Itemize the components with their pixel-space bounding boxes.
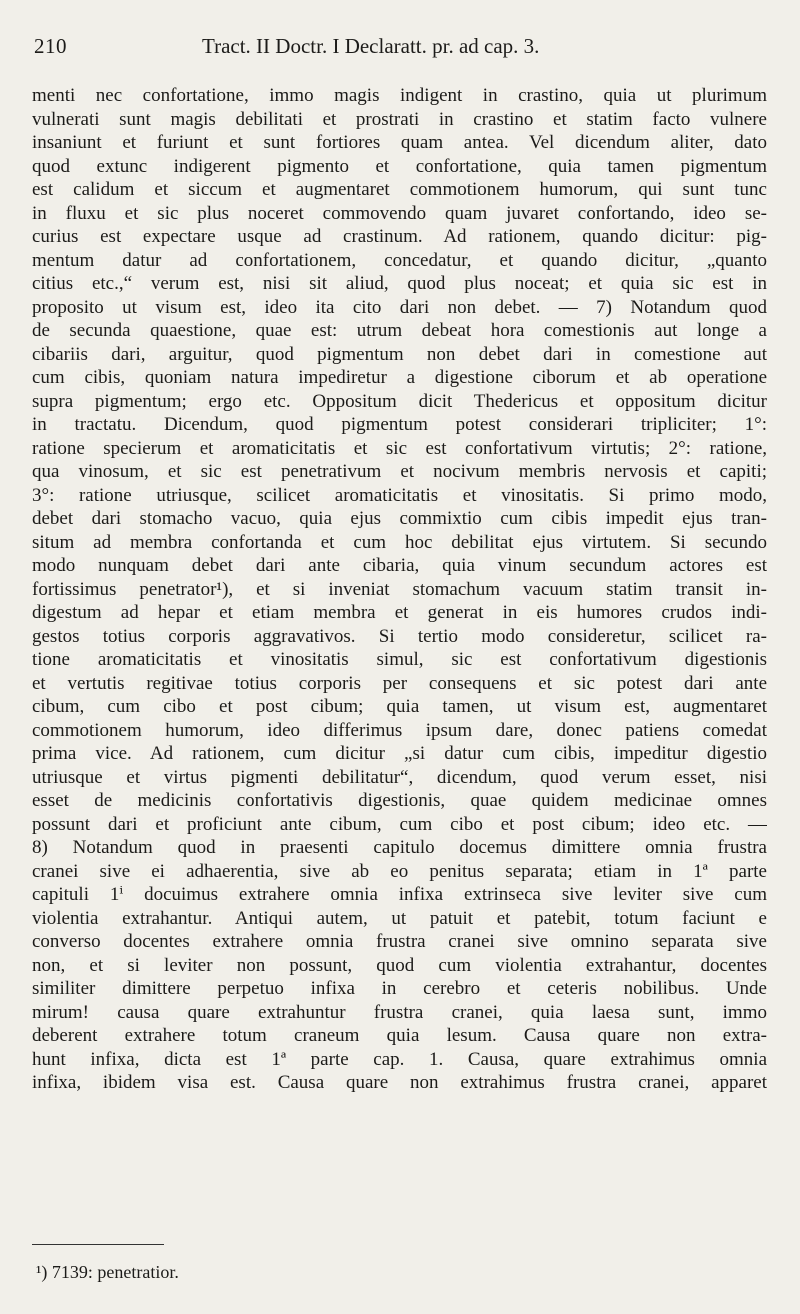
footnote: ¹) 7139: penetratior.	[36, 1262, 179, 1282]
text-line: digestum ad hepar et etiam membra et generat in eis humores crudos indi-	[32, 602, 767, 623]
text-line: quod extunc indigerent pigmento et confortatione, quia tamen pigmentum	[32, 155, 767, 177]
text-line: non, et si leviter non possunt, quod cum violentia extrahantur, docentes	[32, 954, 767, 976]
text-line: cranei sive ei adhaerentia, sive ab eo penitus separata; etiam in 1ª parte	[32, 860, 767, 882]
footnote-rule	[32, 1244, 164, 1245]
text-line: vulnerati sunt magis debilitati et prostrati in crastino et statim facto vulnere	[32, 108, 767, 130]
text-line: citius etc.,“ verum est, nisi sit aliud, quod plus noceat; et quia sic est in	[32, 273, 767, 294]
text-line: supra pigmentum; ergo etc. Oppositum dicit Thedericus et oppositum dicitur	[32, 390, 767, 412]
text-line: gestos totius corporis aggravativos. Si tertio modo consideretur, scilicet ra-	[32, 625, 767, 647]
text-line: situm ad membra confortanda et cum hoc debilitat ejus virtutem. Si secundo	[32, 531, 767, 553]
text-line: debet dari stomacho vacuo, quia ejus commixtio cum cibis impedit ejus tran-	[32, 508, 767, 529]
text-line: modo nunquam debet dari ante cibaria, quia vinum secundum actores est	[32, 555, 767, 576]
text-line: insaniunt et furiunt et sunt fortiores quam antea. Vel dicendum aliter, dato	[32, 132, 767, 153]
text-line: menti nec confortatione, immo magis indigent in crastino, quia ut plurimum	[32, 85, 767, 106]
text-line: tione aromaticitatis et vinositatis simul, sic est confortativum digestionis	[32, 649, 767, 670]
text-line: proposito ut visum est, ideo ita cito dari non debet. — 7) Notandum quod	[32, 296, 767, 318]
text-line: 8) Notandum quod in praesenti capitulo docemus dimittere omnia frustra	[32, 837, 767, 858]
text-line: capituli 1ⁱ docuimus extrahere omnia infixa extrinseca sive leviter sive cum	[32, 884, 767, 905]
text-line: in tractatu. Dicendum, quod pigmentum potest considerari tripliciter; 1°:	[32, 414, 767, 435]
text-line: mentum datur ad confortationem, concedatur, et quando dicitur, „quanto	[32, 249, 767, 271]
text-line: deberent extrahere totum craneum quia lesum. Causa quare non extra-	[32, 1025, 767, 1046]
text-line: et vertutis regitivae totius corporis per consequens et sic potest dari ante	[32, 672, 767, 694]
text-line: utriusque et virtus pigmenti debilitatur“, dicendum, quod verum esset, nisi	[32, 766, 767, 788]
text-line: cum cibis, quoniam natura impediretur a digestione ciborum et ab operatione	[32, 367, 767, 388]
text-line: mirum! causa quare extrahuntur frustra cranei, quia laesa sunt, immo	[32, 1001, 767, 1023]
page-number: 210	[34, 34, 67, 58]
text-line: hunt infixa, dicta est 1ª parte cap. 1. Causa, quare extrahimus omnia	[32, 1048, 767, 1070]
text-line: converso docentes extrahere omnia frustra cranei sive omnino separata sive	[32, 931, 767, 952]
text-line: de secunda quaestione, quae est: utrum debeat hora comestionis aut longe a	[32, 320, 767, 341]
body-text	[32, 84, 767, 1095]
text-line: 3°: ratione utriusque, scilicet aromaticitatis et vinositatis. Si primo modo,	[32, 484, 767, 506]
text-line: fortissimus penetrator¹), et si inveniat stomachum vacuum statim transit in-	[32, 578, 767, 600]
running-title: Tract. II Doctr. I Declaratt. pr. ad cap. 3.	[202, 34, 540, 58]
text-line: curius est expectare usque ad crastinum. Ad rationem, quando dicitur: pig-	[32, 226, 767, 247]
page-header	[34, 34, 766, 64]
text-line: esset de medicinis confortativis digestionis, quae quidem medicinae omnes	[32, 790, 767, 811]
text-line: possunt dari et proficiunt ante cibum, cum cibo et post cibum; ideo etc. —	[32, 813, 767, 835]
text-line: cibum, cum cibo et post cibum; quia tamen, ut visum est, augmentaret	[32, 696, 767, 717]
text-line: ratione specierum et aromaticitatis et sic est confortativum virtutis; 2°: ratione,	[32, 437, 767, 459]
text-line: prima vice. Ad rationem, cum dicitur „si datur cum cibis, impeditur digestio	[32, 743, 767, 764]
text-line: similiter dimittere perpetuo infixa in cerebro et ceteris nobilibus. Unde	[32, 978, 767, 999]
text-line: violentia extrahantur. Antiqui autem, ut patuit et patebit, totum faciunt e	[32, 907, 767, 929]
text-line: qua vinosum, et sic est penetrativum et nocivum membris nervosis et capiti;	[32, 461, 767, 482]
text-line: commotionem humorum, ideo differimus ipsum dare, donec patiens comedat	[32, 719, 767, 741]
text-line: in fluxu et sic plus noceret commovendo quam juvaret confortando, ideo se-	[32, 202, 767, 224]
text-line: est calidum et siccum et augmentaret commotionem humorum, qui sunt tunc	[32, 179, 767, 200]
text-line: infixa, ibidem visa est. Causa quare non extrahimus frustra cranei, apparet	[32, 1072, 767, 1093]
text-line: cibariis dari, arguitur, quod pigmentum non debet dari in comestione aut	[32, 343, 767, 365]
